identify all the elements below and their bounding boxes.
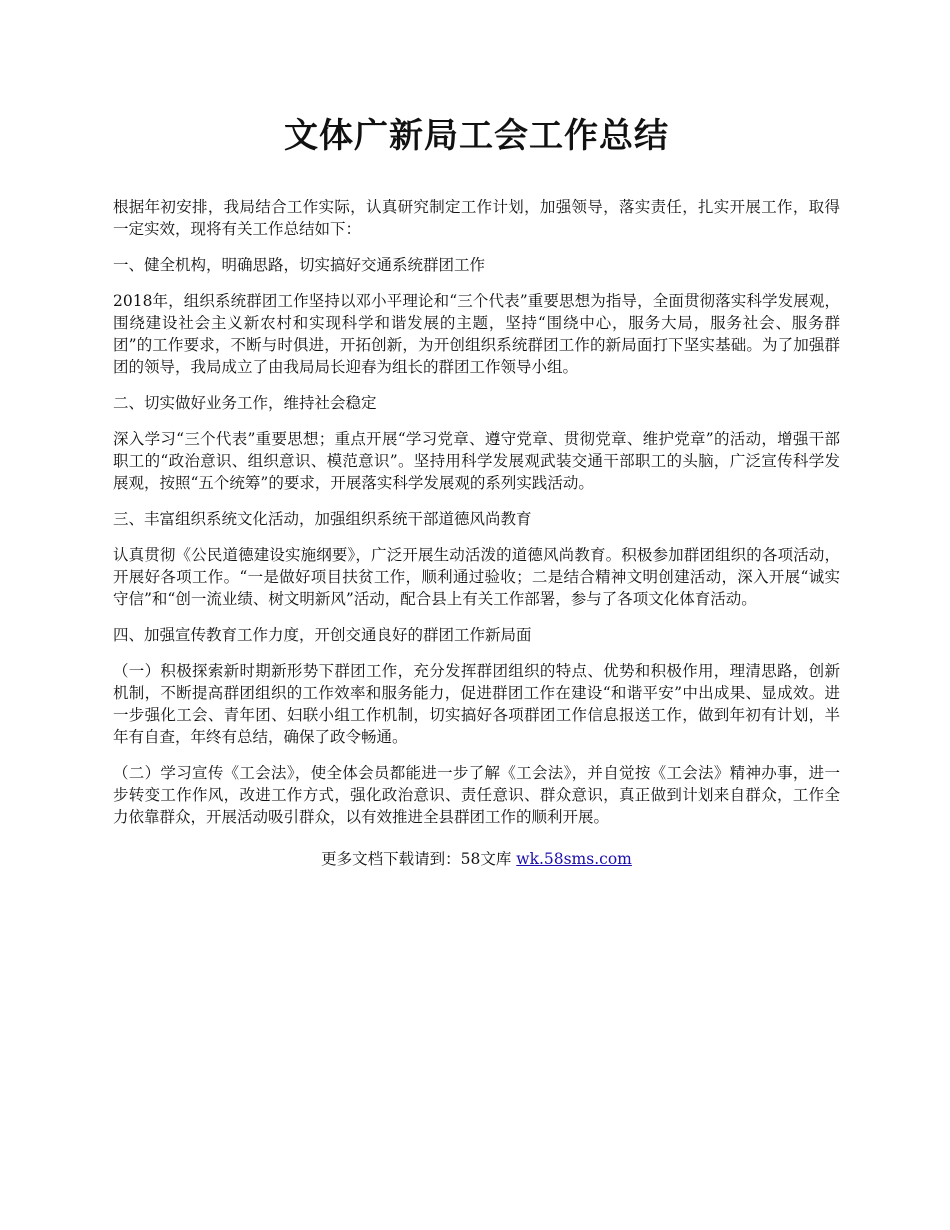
section-3-paragraph: 认真贯彻《公民道德建设实施纲要》，广泛开展生动活泼的道德风尚教育。积极参加群团组织的各项活动，开展好各项工作。“一是做好项目扶贫工作，顺利通过验收；二是结合精神文明创建活动，深入开展“诚实守信”和“创一流业绩、树文明新风”活动，配合县上有关工作部署，参与了各项文化体育活动。 (113, 546, 840, 608)
section-4-heading: 四、加强宣传教育工作力度，开创交通良好的群团工作新局面 (113, 626, 532, 644)
footer-text: 更多文档下载请到：58文库 (321, 850, 517, 868)
section-2-heading: 二、切实做好业务工作，维持社会稳定 (113, 394, 377, 412)
intro-paragraph: 根据年初安排，我局结合工作实际，认真研究制定工作计划，加强领导，落实责任，扎实开展工作，取得一定实效，现将有关工作总结如下： (113, 198, 840, 238)
section-4-paragraph-2: （二）学习宣传《工会法》，使全体会员都能进一步了解《工会法》，并自觉按《工会法》精神办事，进一步转变工作作风，改进工作方式，强化政治意识、责任意识、群众意识，真正做到计划来自群众，工作全力依靠群众，开展活动吸引群众，以有效推进全县群团工作的顺利开展。 (113, 764, 840, 826)
section-1-heading: 一、健全机构，明确思路，切实搞好交通系统群团工作 (113, 256, 486, 274)
section-2-paragraph: 深入学习“三个代表”重要思想；重点开展“学习党章、遵守党章、贯彻党章、维护党章”的活动，增强干部职工的“政治意识、组织意识、模范意识”。坚持用科学发展观武装交通干部职工的头脑，广泛宣传科学发展观，按照“五个统筹”的要求，开展落实科学发展观的系列实践活动。 (113, 430, 840, 492)
download-footer (113, 848, 840, 870)
section-1-paragraph: 2018年，组织系统群团工作坚持以邓小平理论和“三个代表”重要思想为指导，全面贯彻落实科学发展观，围绕建设社会主义新农村和实现科学和谐发展的主题，坚持“围绕中心，服务大局，服务社会、服务群团”的工作要求，不断与时俱进，开拓创新，为开创组织系统群团工作的新局面打下坚实基础。为了加强群团的领导，我局成立了由我局局长迎春为组长的群团工作领导小组。 (113, 292, 840, 376)
document-page (113, 112, 840, 870)
section-3-heading: 三、丰富组织系统文化活动，加强组织系统干部道德风尚教育 (113, 510, 532, 528)
section-4-paragraph-1: （一）积极探索新时期新形势下群团工作，充分发挥群团组织的特点、优势和积极作用，理清思路，创新机制，不断提高群团组织的工作效率和服务能力，促进群团工作在建设“和谐平安”中出成果、显成效。进一步强化工会、青年团、妇联小组工作机制，切实搞好各项群团工作信息报送工作，做到年初有计划，半年有自查，年终有总结，确保了政令畅通。 (113, 662, 840, 746)
document-title: 文体广新局工会工作总结 (284, 116, 669, 156)
footer-link[interactable]: wk.58sms.com (516, 850, 632, 868)
